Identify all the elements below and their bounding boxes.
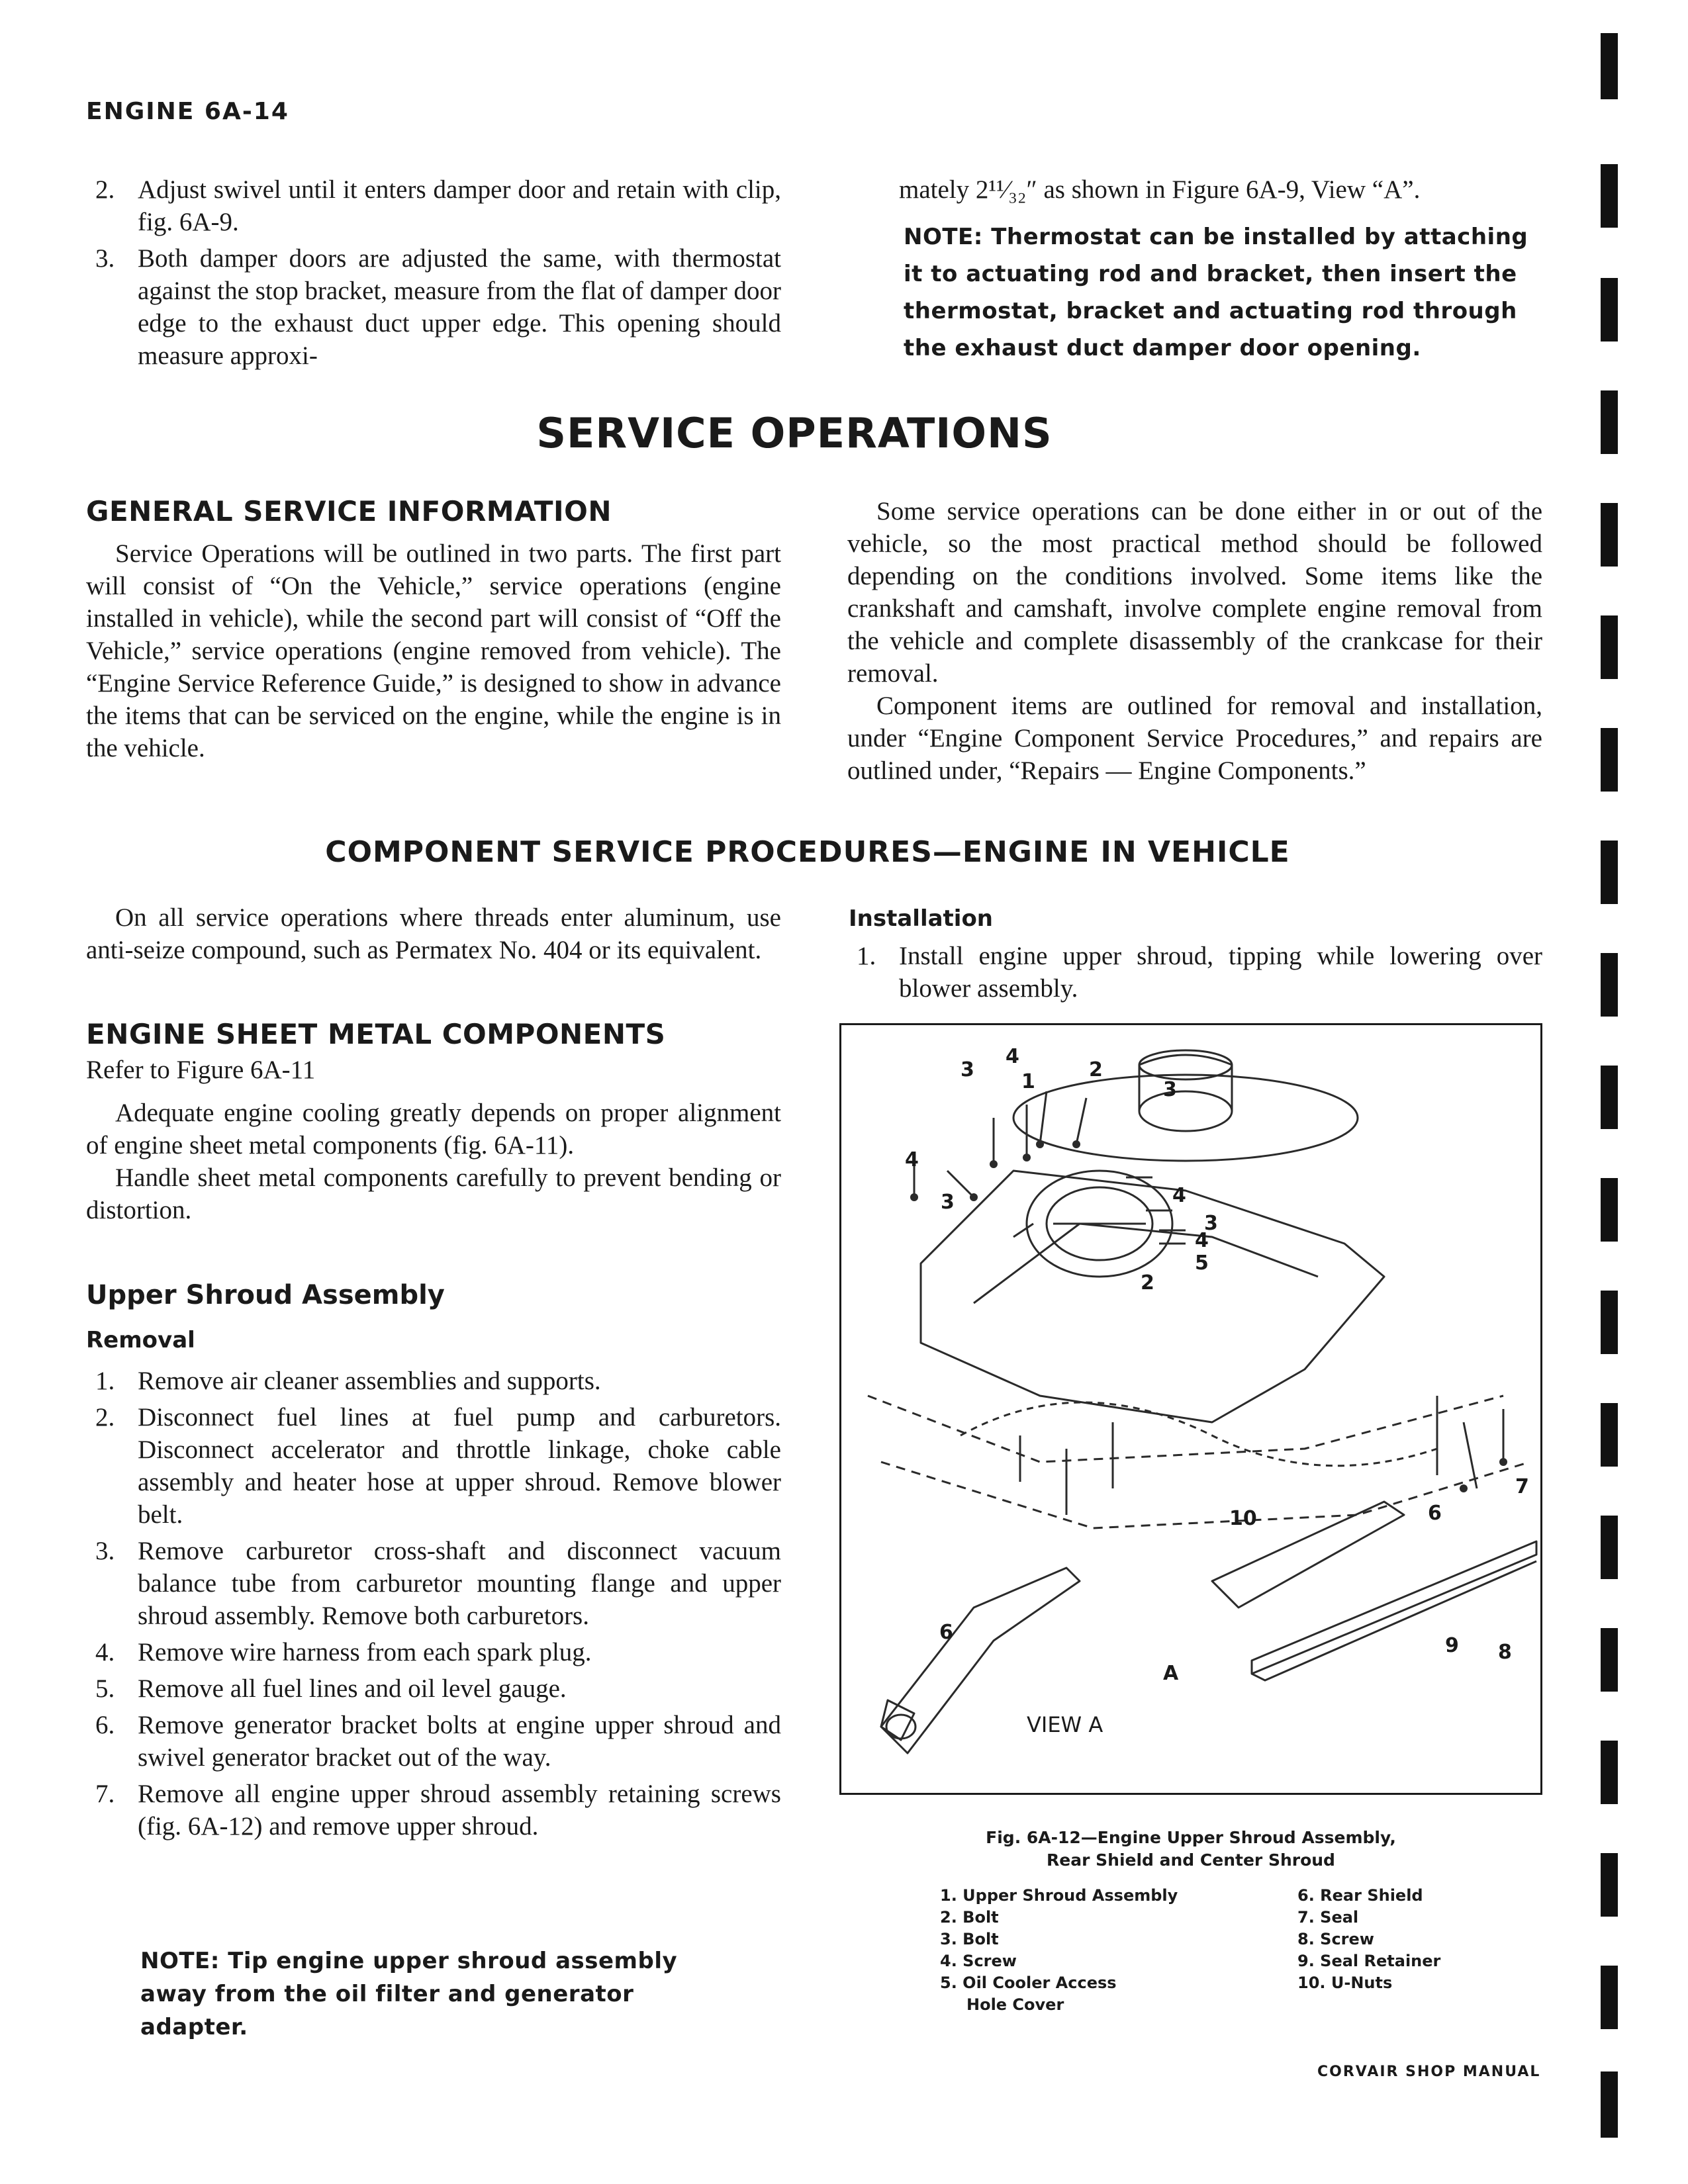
removal-step: 2. Disconnect fuel lines at fuel pump and carburetors. Disconnect accelerator and throttle linkage, choke cable assembly and heater hose at upper shroud. Remove blower belt. <box>95 1403 781 1529</box>
figure-callout: 6 <box>939 1621 953 1644</box>
engine-shroud-illustration <box>841 1025 1540 1793</box>
top-left-steps <box>86 173 781 376</box>
figure-callout: 6 <box>1428 1502 1442 1525</box>
margin-mark <box>1601 1291 1618 1354</box>
margin-mark <box>1601 1966 1618 2029</box>
installation-steps <box>847 940 1542 1009</box>
removal-step: 3. Remove carburetor cross-shaft and disconnect vacuum balance tube from carburetor mounting flange and upper shroud assembly. Remove both carburetors. <box>95 1537 781 1630</box>
figure-callout: 3 <box>941 1191 955 1214</box>
margin-mark <box>1601 841 1618 904</box>
caption-line: Fig. 6A-12—Engine Upper Shroud Assembly, <box>986 1828 1396 1847</box>
legend-item: 2. Bolt <box>940 1908 999 1927</box>
thermostat-note: NOTE: Thermostat can be installed by attaching it to actuating rod and bracket, then insert the thermostat, bracket and actuating rod through the exhaust duct damper door opening. <box>904 224 1528 361</box>
intro-block <box>86 901 781 966</box>
margin-mark <box>1601 615 1618 679</box>
intro-para: On all service operations where threads enter aluminum, use anti-seize compound, such as Permatex No. 404 or its equivalent. <box>86 903 781 964</box>
legend-item: 3. Bolt <box>940 1930 999 1948</box>
legend-item: 1. Upper Shroud Assembly <box>940 1886 1178 1905</box>
continuation-text: mately 2¹¹⁄₃₂″ as shown in Figure 6A-9, View “A”. <box>899 175 1421 204</box>
figure-callout: 5 <box>1195 1251 1209 1275</box>
figure-legend-right <box>1297 1885 1440 1994</box>
sheet-metal-para-1: Adequate engine cooling greatly depends on proper alignment of engine sheet metal components (fig. 6A-11). <box>86 1099 781 1160</box>
legend-item: 9. Seal Retainer <box>1297 1952 1441 1970</box>
refer-text: Refer to Figure 6A-11 <box>86 1056 316 1084</box>
removal-step: 4. Remove wire harness from each spark plug. <box>95 1638 592 1666</box>
figure-arrow-label: A <box>1163 1662 1179 1685</box>
margin-mark <box>1601 1853 1618 1917</box>
removal-step: 6. Remove generator bracket bolts at engine upper shroud and swivel generator bracket out of the way. <box>95 1711 781 1772</box>
margin-mark <box>1601 390 1618 454</box>
margin-mark <box>1601 1178 1618 1242</box>
figure-legend-left <box>940 1885 1178 2016</box>
legend-item: 6. Rear Shield <box>1297 1886 1423 1905</box>
margin-mark <box>1601 2071 1618 2138</box>
margin-mark <box>1601 1516 1618 1579</box>
removal-step: 1. Remove air cleaner assemblies and supports. <box>95 1367 601 1395</box>
section-title: COMPONENT SERVICE PROCEDURES—ENGINE IN VEHICLE <box>325 835 1290 869</box>
caption-line: Rear Shield and Center Shroud <box>1047 1850 1335 1870</box>
installation-step: 1. Install engine upper shroud, tipping while lowering over blower assembly. <box>857 942 1542 1003</box>
upper-shroud-heading: Upper Shroud Assembly <box>86 1280 445 1310</box>
step-item: 2. Adjust swivel until it enters damper door and retain with clip, fig. 6A-9. <box>95 175 781 236</box>
margin-mark <box>1601 164 1618 228</box>
page-title: SERVICE OPERATIONS <box>536 409 1053 457</box>
figure-callout: 10 <box>1229 1507 1257 1530</box>
top-right-text <box>847 173 1556 206</box>
step-item: 3. Both damper doors are adjusted the same, with thermostat against the stop bracket, measure from the flat of damper door edge to the exhaust duct upper edge. This opening should measure approxi- <box>95 244 781 370</box>
margin-mark <box>1601 1403 1618 1467</box>
figure-callout: 4 <box>905 1148 919 1171</box>
figure-callout: 1 <box>1021 1070 1035 1093</box>
general-heading: GENERAL SERVICE INFORMATION <box>86 495 612 527</box>
figure-callout: 8 <box>1498 1641 1512 1664</box>
figure-callout: 9 <box>1445 1634 1459 1657</box>
margin-mark <box>1601 278 1618 341</box>
removal-note: NOTE: Tip engine upper shroud assembly away from the oil filter and generator adapter. <box>140 1948 678 2040</box>
legend-item: 7. Seal <box>1297 1908 1359 1927</box>
right-para-1: Some service operations can be done either in or out of the vehicle, so the most practical method should be followed depending on the conditions involved. Some items like the crankshaft and camshaft, involve complete engine removal from the vehicle and complete disassembly of the crankcase for their removal. <box>847 497 1542 688</box>
figure-caption <box>839 1827 1542 1872</box>
figure-callout: 3 <box>1163 1078 1177 1101</box>
figure-callout: 4 <box>1195 1229 1209 1252</box>
general-para: Service Operations will be outlined in two parts. The first part will consist of “On the Vehicle,” service operations (engine installed in vehicle), while the second part will consist of “Off the Vehicle,” service operations (engine removed from vehicle). The “Engine Service Reference Guide,” is designed to show in advance the items that can be serviced on the engine, while the engine is in the vehicle. <box>86 539 781 762</box>
sheet-metal-block <box>86 1054 781 1226</box>
figure-callout: 3 <box>1204 1212 1218 1235</box>
general-para-block <box>86 537 781 764</box>
page-footer: CORVAIR SHOP MANUAL <box>1317 2064 1541 2080</box>
sheet-metal-para-2: Handle sheet metal components carefully to prevent bending or distortion. <box>86 1163 781 1224</box>
sheet-metal-heading: ENGINE SHEET METAL COMPONENTS <box>86 1018 666 1050</box>
figure-frame <box>839 1023 1542 1795</box>
margin-mark <box>1601 728 1618 792</box>
legend-item: 10. U-Nuts <box>1297 1974 1393 1992</box>
figure-view-label: VIEW A <box>1027 1712 1103 1737</box>
removal-steps <box>86 1365 781 1846</box>
legend-item: 5. Oil Cooler Access <box>940 1974 1117 1992</box>
margin-mark <box>1601 1628 1618 1692</box>
legend-item: Hole Cover <box>966 1995 1064 2014</box>
removal-step: 5. Remove all fuel lines and oil level gauge. <box>95 1674 567 1703</box>
margin-mark <box>1601 1741 1618 1804</box>
figure-callout: 2 <box>1141 1271 1154 1295</box>
margin-mark <box>1601 1066 1618 1129</box>
installation-label: Installation <box>849 905 994 932</box>
figure-callout: 3 <box>961 1058 974 1081</box>
figure-callout: 4 <box>1172 1184 1186 1207</box>
margin-mark <box>1601 953 1618 1017</box>
removal-label: Removal <box>86 1327 195 1353</box>
removal-step: 7. Remove all engine upper shroud assembly retaining screws (fig. 6A-12) and remove upper shroud. <box>95 1780 781 1841</box>
right-para-block <box>847 495 1542 787</box>
legend-item: 8. Screw <box>1297 1930 1374 1948</box>
margin-mark <box>1601 33 1618 99</box>
figure-callout: 7 <box>1515 1475 1529 1498</box>
figure-callout: 4 <box>1006 1045 1019 1068</box>
margin-mark <box>1601 503 1618 567</box>
figure-callout: 2 <box>1089 1058 1103 1081</box>
page-header: ENGINE 6A-14 <box>86 98 289 125</box>
legend-item: 4. Screw <box>940 1952 1017 1970</box>
right-para-2: Component items are outlined for removal and installation, under “Engine Component Service Procedures,” and repairs are outlined under, “Repairs — Engine Components.” <box>847 692 1542 785</box>
